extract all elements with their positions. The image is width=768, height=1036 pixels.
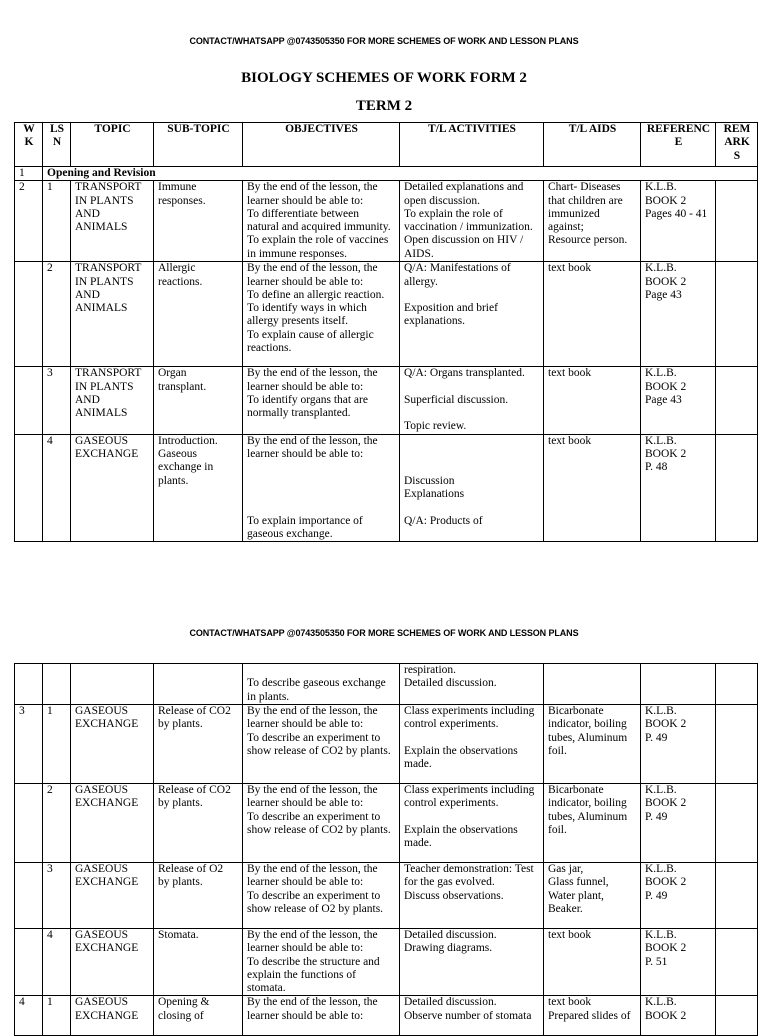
cell-lsn: 3 bbox=[43, 367, 71, 434]
cell-reference: K.L.B. BOOK 2 P. 49 bbox=[641, 863, 716, 929]
cell-remarks bbox=[716, 863, 758, 929]
table-row bbox=[15, 367, 758, 434]
cell-aids: text book bbox=[544, 434, 641, 541]
scheme-table-page-2 bbox=[14, 663, 758, 1036]
cell-topic: TRANSPORT IN PLANTS AND ANIMALS bbox=[71, 262, 154, 367]
cell-objectives: By the end of the lesson, the learner should be able to: To describe an experiment to show release of O2 by plants. bbox=[243, 863, 400, 929]
cell-aids: text book bbox=[544, 929, 641, 996]
table-row bbox=[15, 863, 758, 929]
cell-aids: text book Prepared slides of bbox=[544, 996, 641, 1036]
cell-lsn: 1 bbox=[43, 705, 71, 784]
cell-lsn: 3 bbox=[43, 863, 71, 929]
table-row bbox=[15, 929, 758, 996]
cell-objectives: By the end of the lesson, the learner should be able to: To describe an experiment to show release of CO2 by plants. bbox=[243, 705, 400, 784]
cell-remarks bbox=[716, 367, 758, 434]
cell-activities: Teacher demonstration: Test for the gas evolved. Discuss observations. bbox=[400, 863, 544, 929]
header-row bbox=[15, 123, 758, 167]
cell-remarks bbox=[716, 262, 758, 367]
cell-remarks bbox=[716, 664, 758, 705]
cell-topic: GASEOUS EXCHANGE bbox=[71, 929, 154, 996]
cell-lsn: 1 bbox=[43, 996, 71, 1036]
cell-lsn: 2 bbox=[43, 262, 71, 367]
cell-lsn: 4 bbox=[43, 434, 71, 541]
cell-aids: Bicarbonate indicator, boiling tubes, Aluminum foil. bbox=[544, 784, 641, 863]
term-heading: TERM 2 bbox=[355, 98, 413, 114]
cell-subtopic bbox=[154, 664, 243, 705]
cell-remarks bbox=[716, 996, 758, 1036]
header-objectives: OBJECTIVES bbox=[243, 123, 400, 167]
cell-objectives: To describe gaseous exchange in plants. bbox=[243, 664, 400, 705]
cell-remarks bbox=[716, 929, 758, 996]
cell-objectives: By the end of the lesson, the learner should be able to: To describe the structure and explain the functions of stomata. bbox=[243, 929, 400, 996]
cell-subtopic: Organ transplant. bbox=[154, 367, 243, 434]
cell-objectives: By the end of the lesson, the learner should be able to: bbox=[243, 996, 400, 1036]
cell-reference: K.L.B. BOOK 2 P. 49 bbox=[641, 784, 716, 863]
cell-reference: K.L.B. BOOK 2 Page 43 bbox=[641, 367, 716, 434]
cell-topic: GASEOUS EXCHANGE bbox=[71, 784, 154, 863]
cell-activities: Class experiments including control experiments. Explain the observations made. bbox=[400, 784, 544, 863]
cell-remarks bbox=[716, 705, 758, 784]
cell-topic: GASEOUS EXCHANGE bbox=[71, 863, 154, 929]
cell-aids: text book bbox=[544, 367, 641, 434]
cell-subtopic: Stomata. bbox=[154, 929, 243, 996]
cell-activities: Q/A: Organs transplanted. Superficial discussion. Topic review. bbox=[400, 367, 544, 434]
cell-objectives: By the end of the lesson, the learner should be able to: To describe an experiment to show release of CO2 by plants. bbox=[243, 784, 400, 863]
opening-week: 1 bbox=[15, 167, 43, 181]
header-reference: REFERENC E bbox=[641, 123, 716, 167]
cell-topic bbox=[71, 664, 154, 705]
cell-aids bbox=[544, 664, 641, 705]
cell-reference: K.L.B. BOOK 2 P. 48 bbox=[641, 434, 716, 541]
cell-subtopic: Release of CO2 by plants. bbox=[154, 784, 243, 863]
contact-banner: CONTACT/WHATSAPP @0743505350 FOR MORE SCHEMES OF WORK AND LESSON PLANS bbox=[189, 36, 579, 46]
cell-remarks bbox=[716, 784, 758, 863]
table-row bbox=[15, 996, 758, 1036]
cell-subtopic: Opening & closing of bbox=[154, 996, 243, 1036]
table-row bbox=[15, 784, 758, 863]
cell-wk bbox=[15, 784, 43, 863]
cell-subtopic: Immune responses. bbox=[154, 181, 243, 262]
table-row bbox=[15, 262, 758, 367]
table-row bbox=[15, 705, 758, 784]
cell-wk bbox=[15, 367, 43, 434]
cell-topic: TRANSPORT IN PLANTS AND ANIMALS bbox=[71, 367, 154, 434]
cell-reference: K.L.B. BOOK 2 P. 49 bbox=[641, 705, 716, 784]
cell-topic: TRANSPORT IN PLANTS AND ANIMALS bbox=[71, 181, 154, 262]
cell-reference: K.L.B. BOOK 2 P. 51 bbox=[641, 929, 716, 996]
cell-activities: respiration. Detailed discussion. bbox=[400, 664, 544, 705]
contact-banner-page-2: CONTACT/WHATSAPP @0743505350 FOR MORE SCHEMES OF WORK AND LESSON PLANS bbox=[189, 628, 579, 638]
cell-wk bbox=[15, 262, 43, 367]
cell-lsn: 2 bbox=[43, 784, 71, 863]
cell-reference: K.L.B. BOOK 2 bbox=[641, 996, 716, 1036]
cell-objectives: By the end of the lesson, the learner should be able to: To explain importance of gaseous exchange. bbox=[243, 434, 400, 541]
cell-wk: 2 bbox=[15, 181, 43, 262]
cell-aids: text book bbox=[544, 262, 641, 367]
cell-lsn: 4 bbox=[43, 929, 71, 996]
cell-subtopic: Release of CO2 by plants. bbox=[154, 705, 243, 784]
cell-subtopic: Introduction. Gaseous exchange in plants. bbox=[154, 434, 243, 541]
cell-activities: Q/A: Manifestations of allergy. Exposition and brief explanations. bbox=[400, 262, 544, 367]
opening-label: Opening and Revision bbox=[43, 167, 758, 181]
cell-remarks bbox=[716, 181, 758, 262]
cell-activities: Discussion Explanations Q/A: Products of bbox=[400, 434, 544, 541]
cell-wk bbox=[15, 664, 43, 705]
cell-activities: Class experiments including control experiments. Explain the observations made. bbox=[400, 705, 544, 784]
cell-wk: 4 bbox=[15, 996, 43, 1036]
cell-topic: GASEOUS EXCHANGE bbox=[71, 996, 154, 1036]
opening-row bbox=[15, 167, 758, 181]
cell-subtopic: Allergic reactions. bbox=[154, 262, 243, 367]
cell-activities: Detailed discussion. Observe number of stomata bbox=[400, 996, 544, 1036]
cell-aids: Bicarbonate indicator, boiling tubes, Aluminum foil. bbox=[544, 705, 641, 784]
header-topic: TOPIC bbox=[71, 123, 154, 167]
header-subtopic: SUB-TOPIC bbox=[154, 123, 243, 167]
cell-lsn: 1 bbox=[43, 181, 71, 262]
table-row bbox=[15, 664, 758, 705]
header-activities: T/L ACTIVITIES bbox=[400, 123, 544, 167]
header-remarks: REM ARK S bbox=[716, 123, 758, 167]
cell-aids: Chart- Diseases that children are immunized against; Resource person. bbox=[544, 181, 641, 262]
cell-reference: K.L.B. BOOK 2 Page 43 bbox=[641, 262, 716, 367]
cell-subtopic: Release of O2 by plants. bbox=[154, 863, 243, 929]
scheme-table-page-1 bbox=[14, 122, 758, 542]
header-aids: T/L AIDS bbox=[544, 123, 641, 167]
document-title: BIOLOGY SCHEMES OF WORK FORM 2 bbox=[241, 70, 527, 86]
cell-remarks bbox=[716, 434, 758, 541]
cell-lsn bbox=[43, 664, 71, 705]
cell-topic: GASEOUS EXCHANGE bbox=[71, 705, 154, 784]
cell-aids: Gas jar, Glass funnel, Water plant, Beaker. bbox=[544, 863, 641, 929]
cell-reference bbox=[641, 664, 716, 705]
cell-objectives: By the end of the lesson, the learner should be able to: To define an allergic reaction. To identify ways in which allergy presents itself. To explain cause of allergic reactions. bbox=[243, 262, 400, 367]
table-row bbox=[15, 181, 758, 262]
header-wk: W K bbox=[15, 123, 43, 167]
cell-wk: 3 bbox=[15, 705, 43, 784]
cell-wk bbox=[15, 929, 43, 996]
cell-wk bbox=[15, 863, 43, 929]
cell-objectives: By the end of the lesson, the learner should be able to: To identify organs that are normally transplanted. bbox=[243, 367, 400, 434]
cell-topic: GASEOUS EXCHANGE bbox=[71, 434, 154, 541]
cell-wk bbox=[15, 434, 43, 541]
table-row bbox=[15, 434, 758, 541]
cell-reference: K.L.B. BOOK 2 Pages 40 - 41 bbox=[641, 181, 716, 262]
cell-activities: Detailed discussion. Drawing diagrams. bbox=[400, 929, 544, 996]
cell-activities: Detailed explanations and open discussion. To explain the role of vaccination / immunization. Open discussion on HIV / AIDS. bbox=[400, 181, 544, 262]
cell-objectives: By the end of the lesson, the learner should be able to: To differentiate between natural and acquired immunity. To explain the role of vaccines in immune responses. bbox=[243, 181, 400, 262]
header-lsn: LS N bbox=[43, 123, 71, 167]
